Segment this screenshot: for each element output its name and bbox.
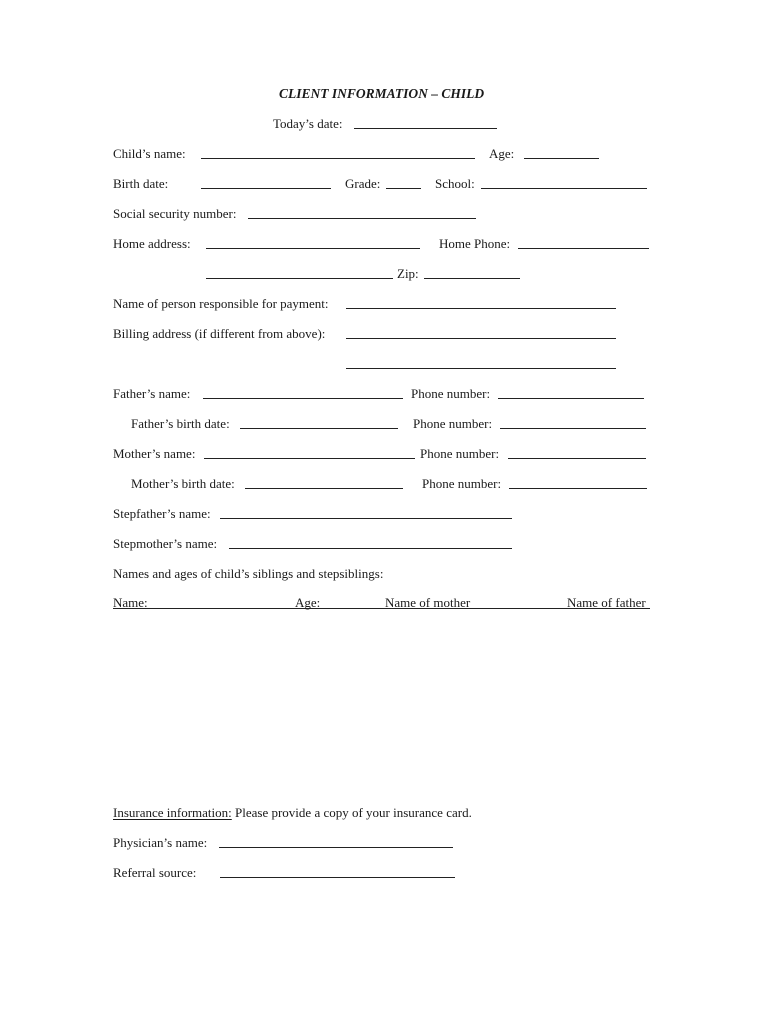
payment-person-field[interactable] xyxy=(346,308,616,309)
mothers-name-field[interactable] xyxy=(204,458,415,459)
ssn-label: Social security number: xyxy=(113,206,237,221)
todays-date-label: Today’s date: xyxy=(273,116,343,131)
siblings-col-name: Name: xyxy=(113,595,148,610)
form-title: CLIENT INFORMATION – CHILD xyxy=(279,86,485,101)
mothers-phone-2-field[interactable] xyxy=(509,488,647,489)
todays-date-field[interactable] xyxy=(354,128,497,129)
insurance-row xyxy=(113,805,472,821)
insurance-label: Insurance information: xyxy=(113,805,232,820)
siblings-col-father: Name of father xyxy=(567,595,646,610)
payment-person-label: Name of person responsible for payment: xyxy=(113,296,329,311)
age-field[interactable] xyxy=(524,158,599,159)
ssn-field[interactable] xyxy=(248,218,476,219)
zip-label: Zip: xyxy=(397,266,419,281)
mothers-name-label: Mother’s name: xyxy=(113,446,196,461)
physician-field[interactable] xyxy=(219,847,453,848)
siblings-col-age: Age: xyxy=(295,595,321,610)
grade-field[interactable] xyxy=(386,188,421,189)
physician-label: Physician’s name: xyxy=(113,835,208,850)
stepmothers-name-label: Stepmother’s name: xyxy=(113,536,218,551)
insurance-note: Please provide a copy of your insurance card. xyxy=(235,805,472,820)
referral-field[interactable] xyxy=(220,877,455,878)
fathers-phone-2-label: Phone number: xyxy=(413,416,493,431)
mothers-birth-date-field[interactable] xyxy=(245,488,403,489)
childs-name-label: Child’s name: xyxy=(113,146,186,161)
fathers-phone-label: Phone number: xyxy=(411,386,491,401)
stepmothers-name-field[interactable] xyxy=(229,548,512,549)
referral-label: Referral source: xyxy=(113,865,197,880)
stepfathers-name-field[interactable] xyxy=(220,518,512,519)
mothers-phone-label: Phone number: xyxy=(420,446,500,461)
mothers-birth-date-label: Mother’s birth date: xyxy=(131,476,235,491)
home-phone-field[interactable] xyxy=(518,248,649,249)
city-state-field[interactable] xyxy=(206,278,393,279)
siblings-col-mother: Name of mother xyxy=(385,595,471,610)
fathers-name-field[interactable] xyxy=(203,398,403,399)
fathers-birth-date-label: Father’s birth date: xyxy=(131,416,230,431)
zip-field[interactable] xyxy=(424,278,520,279)
school-field[interactable] xyxy=(481,188,647,189)
billing-address-field[interactable] xyxy=(346,338,616,339)
birth-date-field[interactable] xyxy=(201,188,331,189)
siblings-label: Names and ages of child’s siblings and stepsiblings: xyxy=(113,566,384,581)
mothers-phone-field[interactable] xyxy=(508,458,646,459)
school-label: School: xyxy=(435,176,475,191)
home-address-label: Home address: xyxy=(113,236,191,251)
fathers-phone-2-field[interactable] xyxy=(500,428,646,429)
childs-name-field[interactable] xyxy=(201,158,475,159)
fathers-phone-field[interactable] xyxy=(498,398,644,399)
age-label: Age: xyxy=(489,146,515,161)
mothers-phone-2-label: Phone number: xyxy=(422,476,502,491)
grade-label: Grade: xyxy=(345,176,381,191)
fathers-name-label: Father’s name: xyxy=(113,386,191,401)
home-phone-label: Home Phone: xyxy=(439,236,511,251)
birth-date-label: Birth date: xyxy=(113,176,169,191)
home-address-field[interactable] xyxy=(206,248,420,249)
fathers-birth-date-field[interactable] xyxy=(240,428,398,429)
billing-address-label: Billing address (if different from above): xyxy=(113,326,326,341)
billing-address-field-2[interactable] xyxy=(346,368,616,369)
stepfathers-name-label: Stepfather’s name: xyxy=(113,506,211,521)
